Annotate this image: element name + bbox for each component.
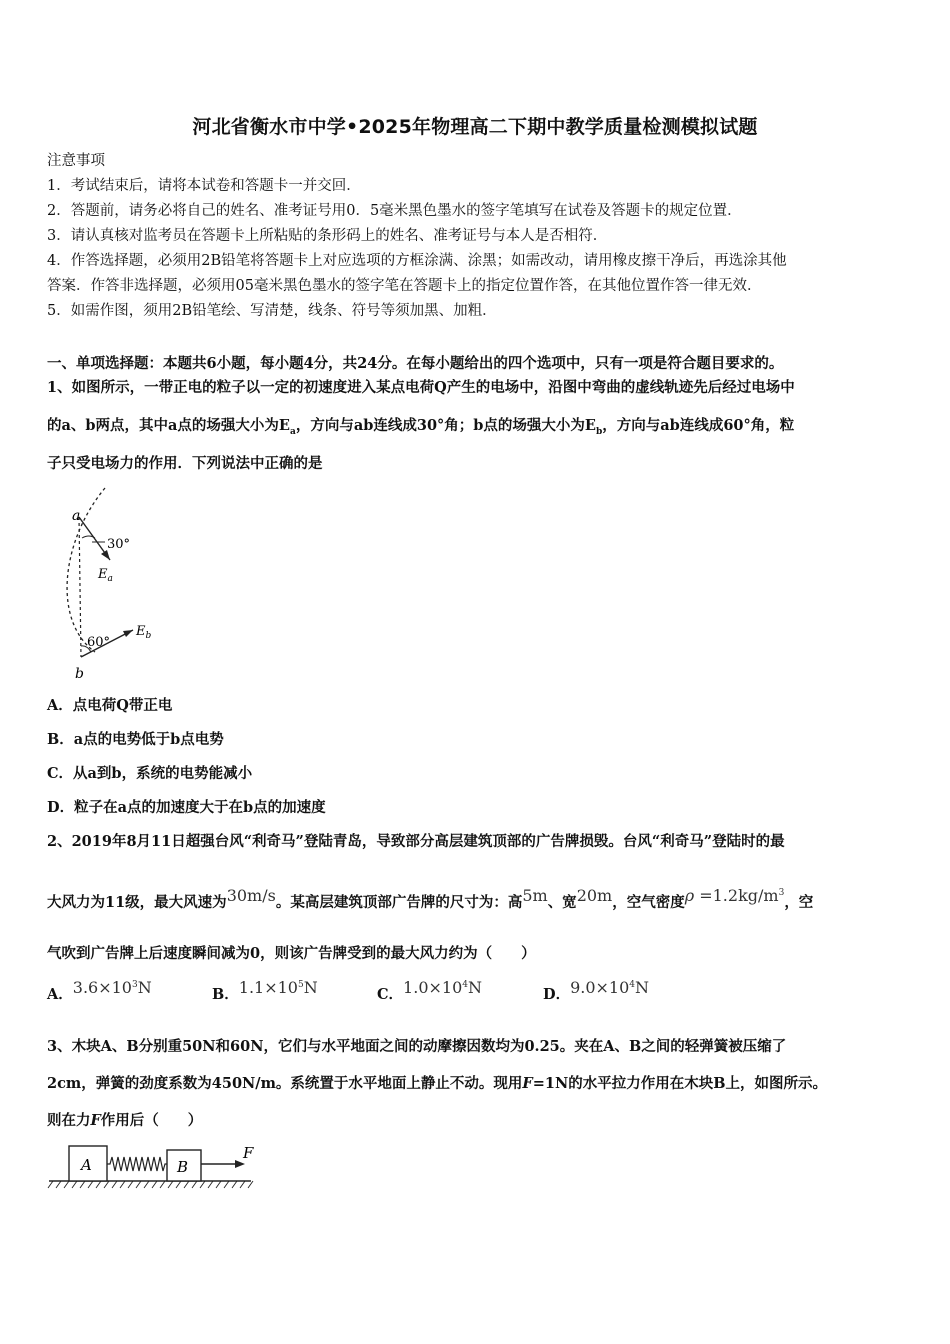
height-value: 5m (522, 886, 548, 905)
q1-option-d: D．粒子在a点的加速度大于在b点的加速度 (47, 799, 326, 816)
field-b-label: $E_b$ (136, 624, 152, 641)
width-value: 20m (576, 886, 613, 905)
q2-line3: 气吹到广告牌上后速度瞬间减为0，则该广告牌受到的最大风力约为（ ） (47, 945, 536, 962)
air-density: $\rho =1.2kg/m^3$ (684, 886, 785, 905)
point-a-label: a (72, 508, 81, 524)
notice-item-4: 4．作答选择题，必须用2B铅笔将答题卡上对应选项的方框涂满、涂黑；如需改动，请用橡皮擦干净后，再选涂其他 (47, 253, 787, 269)
ground-hatching (48, 1181, 253, 1188)
q2-line1: 2、2019年8月11日超强台风“利奇马”登陆青岛，导致部分高层建筑顶部的广告牌损毁。台风“利奇马”登陆时的最 (47, 833, 785, 850)
q3-line1: 3、木块A、B分别重50N和60N，它们与水平地面之间的动摩擦因数均为0.25。夹在A、B之间的轻弹簧被压缩了 (47, 1038, 787, 1055)
notice-item-2: 2．答题前，请务必将自己的姓名、准考证号用0．5毫米黑色墨水的签字笔填写在试卷及答题卡的规定位置． (47, 203, 742, 219)
speed-value: 30m/s (226, 886, 276, 905)
q1-option-b: B．a点的电势低于b点电势 (47, 731, 224, 748)
q3-line3: 则在力F作用后（ ） (47, 1112, 203, 1129)
q1-field-figure (45, 482, 175, 687)
q3-spring-figure (45, 1140, 265, 1192)
notice-item-1: 1．考试结束后，请将本试卷和答题卡一并交回． (47, 178, 361, 194)
q2-option-c: C．$1.0\times 10^4N$ (377, 978, 482, 1003)
q1-line1: 1、如图所示，一带正电的粒子以一定的初速度进入某点电荷Q产生的电场中，沿图中弯曲的虚线轨迹先后经过电场中 (47, 379, 795, 396)
force-label: F (243, 1144, 254, 1162)
notice-item-4-cont: 答案．作答非选择题，必须用05毫米黑色墨水的签字笔在答题卡上的指定位置作答，在其他位置作答一律无效． (47, 278, 762, 294)
q1-option-a: A．点电荷Q带正电 (47, 697, 173, 714)
angle-a-label: 30° (107, 537, 131, 552)
angle-b-label: 60° (87, 635, 111, 650)
notice-heading: 注意事项 (47, 153, 105, 169)
q1-line3: 子只受电场力的作用．下列说法中正确的是 (47, 455, 323, 472)
q2-option-d: D．$9.0\times 10^4N$ (543, 978, 650, 1003)
q1-line2: 的a、b两点，其中a点的场强大小为$E_a$，方向与ab连线成30°角；b点的场强大小为$E_b$，方向与ab连线成60°角，粒 (47, 417, 795, 437)
q2-option-b: B．$1.1\times 10^5N$ (212, 978, 318, 1003)
section-heading: 一、单项选择题：本题共6小题，每小题4分，共24分。在每小题给出的四个选项中，只有一项是符合题目要求的。 (47, 355, 784, 372)
q2-option-a: A．$3.6\times 10^3N$ (47, 978, 152, 1003)
block-b-label: B (177, 1158, 189, 1176)
page-title: 河北省衡水市中学•2025年物理高二下期中教学质量检测模拟试题 (192, 116, 758, 138)
ab-dashed-line (79, 517, 81, 657)
q3-line2: 2cm，弹簧的劲度系数为450N/m。系统置于水平地面上静止不动。现用F=1N的水平拉力作用在木块B上，如图所示。 (47, 1075, 827, 1092)
field-a-label: $E_a$ (98, 567, 113, 584)
q2-line2: 大风力为11级，最大风速为30m/s。某高层建筑顶部广告牌的尺寸为：高5m、宽20m，空气密度$\rho =1.2kg/m^3$，空 (47, 886, 814, 911)
point-b-label: b (75, 666, 84, 682)
block-a-label: A (81, 1156, 92, 1174)
field-b-arrowhead (123, 630, 133, 637)
spring-coil (107, 1157, 167, 1171)
q1-option-c: C．从a到b，系统的电势能减小 (47, 765, 253, 782)
notice-item-5: 5．如需作图，须用2B铅笔绘、写清楚，线条、符号等须加黑、加粗． (47, 303, 497, 319)
notice-item-3: 3．请认真核对监考员在答题卡上所粘贴的条形码上的姓名、准考证号与本人是否相符． (47, 228, 608, 244)
